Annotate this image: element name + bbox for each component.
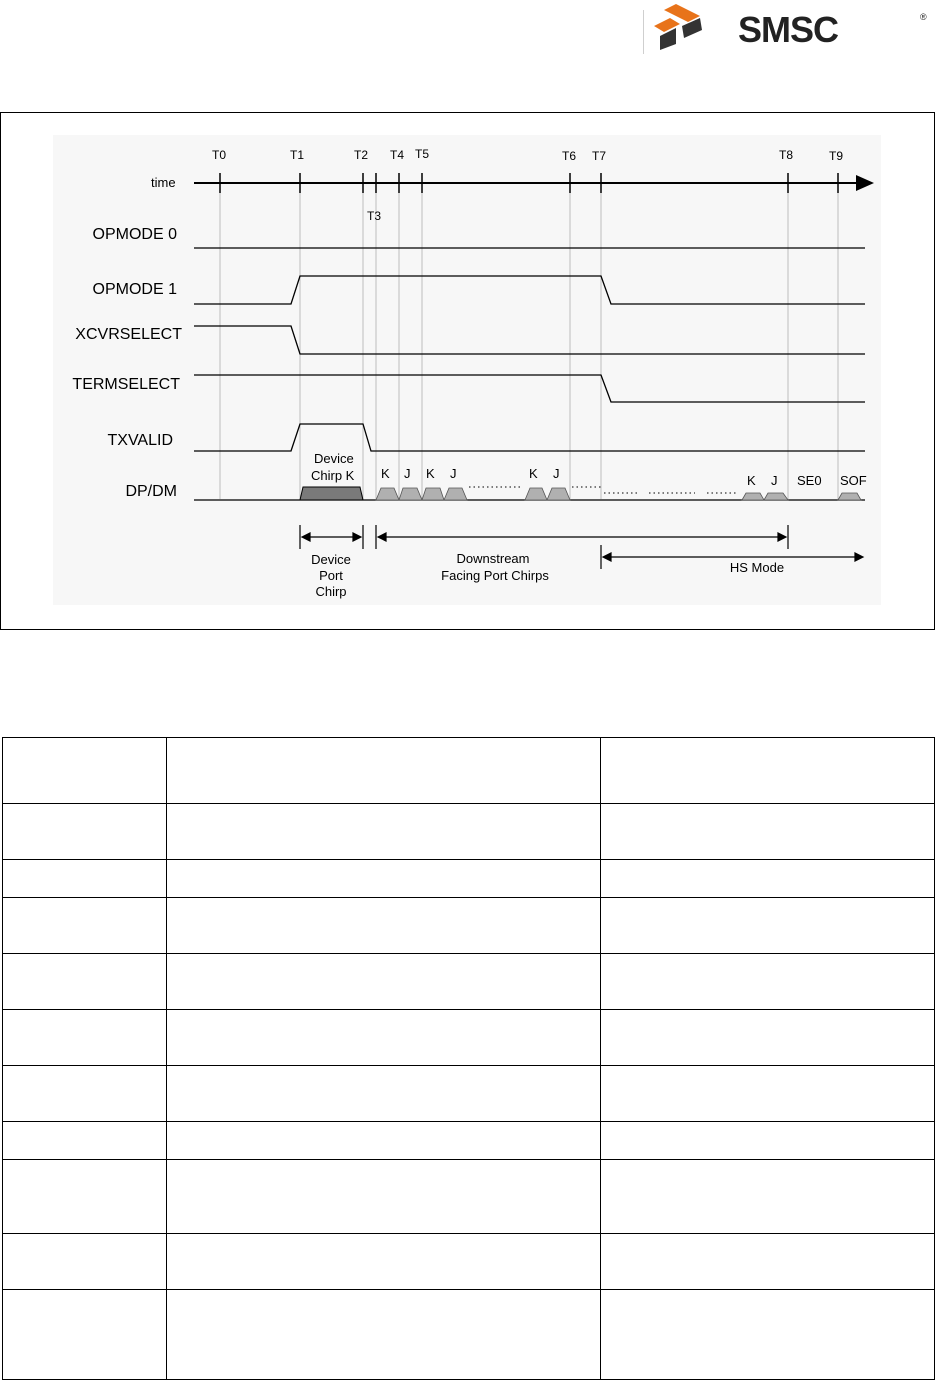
table-cell — [3, 1010, 167, 1066]
device-chirp-k-pulse — [300, 487, 363, 500]
chirp-k2: K — [426, 466, 435, 481]
table-cell — [3, 804, 167, 860]
span-device-port-chirp-1: Device — [311, 552, 351, 567]
chirp-j3: J — [553, 466, 560, 481]
marker-t7: T7 — [592, 149, 607, 163]
table-cell — [3, 1122, 167, 1160]
smsc-logo — [640, 0, 937, 60]
signal-termselect: TERMSELECT — [72, 376, 180, 393]
table-cell — [601, 738, 935, 804]
marker-t4: T4 — [390, 148, 405, 162]
table-row — [3, 1122, 935, 1160]
logo-mark-bottom — [660, 28, 676, 50]
marker-t6: T6 — [562, 149, 577, 163]
table-cell — [601, 1010, 935, 1066]
table-row — [3, 1290, 935, 1380]
table-cell — [167, 898, 601, 954]
span-downstream-2: Facing Port Chirps — [441, 568, 549, 583]
chirp-j1: J — [404, 466, 411, 481]
sof-label: SOF — [840, 473, 867, 488]
table-cell — [167, 1234, 601, 1290]
device-chirp-label-line1: Device — [314, 451, 354, 466]
marker-t9: T9 — [829, 149, 844, 163]
table-row — [3, 898, 935, 954]
table-cell — [601, 1290, 935, 1380]
table-row — [3, 954, 935, 1010]
span-device-port-chirp-2: Port — [319, 568, 343, 583]
chirp-k4: K — [747, 473, 756, 488]
table-cell — [3, 898, 167, 954]
marker-t3: T3 — [367, 209, 382, 223]
table-cell — [601, 1160, 935, 1234]
signal-xcvrselect: XCVRSELECT — [75, 326, 182, 343]
table-cell — [167, 954, 601, 1010]
marker-t2: T2 — [354, 148, 369, 162]
logo-registered-mark: ® — [920, 12, 927, 22]
table-cell — [3, 738, 167, 804]
table-cell — [3, 860, 167, 898]
table-row — [3, 1160, 935, 1234]
span-hs-mode: HS Mode — [729, 560, 785, 575]
table-cell — [167, 1010, 601, 1066]
table-cell — [601, 954, 935, 1010]
table-cell — [167, 1066, 601, 1122]
logo-mark-right — [682, 18, 702, 38]
signal-opmode0: OPMODE 0 — [92, 226, 177, 243]
marker-t0: T0 — [212, 148, 227, 162]
table-cell — [601, 1122, 935, 1160]
chirp-k3: K — [529, 466, 538, 481]
table-row — [3, 1066, 935, 1122]
table-cell — [601, 898, 935, 954]
table-header-row — [3, 738, 935, 804]
se0-label: SE0 — [797, 473, 822, 488]
signal-dpdm: DP/DM — [125, 483, 177, 500]
signal-txvalid: TXVALID — [107, 432, 173, 449]
table-cell — [3, 1066, 167, 1122]
table-cell — [601, 860, 935, 898]
table-cell — [3, 954, 167, 1010]
timing-diagram — [1, 113, 936, 631]
table-cell — [167, 1160, 601, 1234]
table-cell — [3, 1234, 167, 1290]
table-cell — [601, 1066, 935, 1122]
span-downstream-1: Downstream — [456, 551, 530, 566]
diagram-background — [53, 135, 881, 605]
table-cell — [3, 1290, 167, 1380]
marker-t1: T1 — [290, 148, 305, 162]
table-row — [3, 860, 935, 898]
table-cell — [167, 738, 601, 804]
table-cell — [167, 804, 601, 860]
marker-t8: T8 — [779, 148, 794, 162]
chirp-j4: J — [771, 473, 778, 488]
logo-wordmark: SMSC — [738, 9, 839, 50]
table-cell — [167, 1122, 601, 1160]
table-row — [3, 804, 935, 860]
chirp-j2: J — [450, 466, 457, 481]
chirp-k1: K — [381, 466, 390, 481]
table-cell — [601, 804, 935, 860]
span-device-port-chirp-3: Chirp — [315, 584, 347, 599]
marker-t5: T5 — [415, 147, 430, 161]
time-label: time — [151, 175, 176, 190]
table-row — [3, 1010, 935, 1066]
timing-diagram-frame — [0, 112, 935, 630]
timing-table — [2, 737, 935, 1380]
signal-opmode1: OPMODE 1 — [92, 281, 177, 298]
table-cell — [167, 1290, 601, 1380]
timing-table-wrap — [2, 737, 934, 1382]
logo-mark-left — [654, 18, 680, 32]
device-chirp-label-line2: Chirp K — [311, 468, 355, 483]
table-row — [3, 1234, 935, 1290]
table-cell — [167, 860, 601, 898]
table-cell — [3, 1160, 167, 1234]
table-cell — [601, 1234, 935, 1290]
